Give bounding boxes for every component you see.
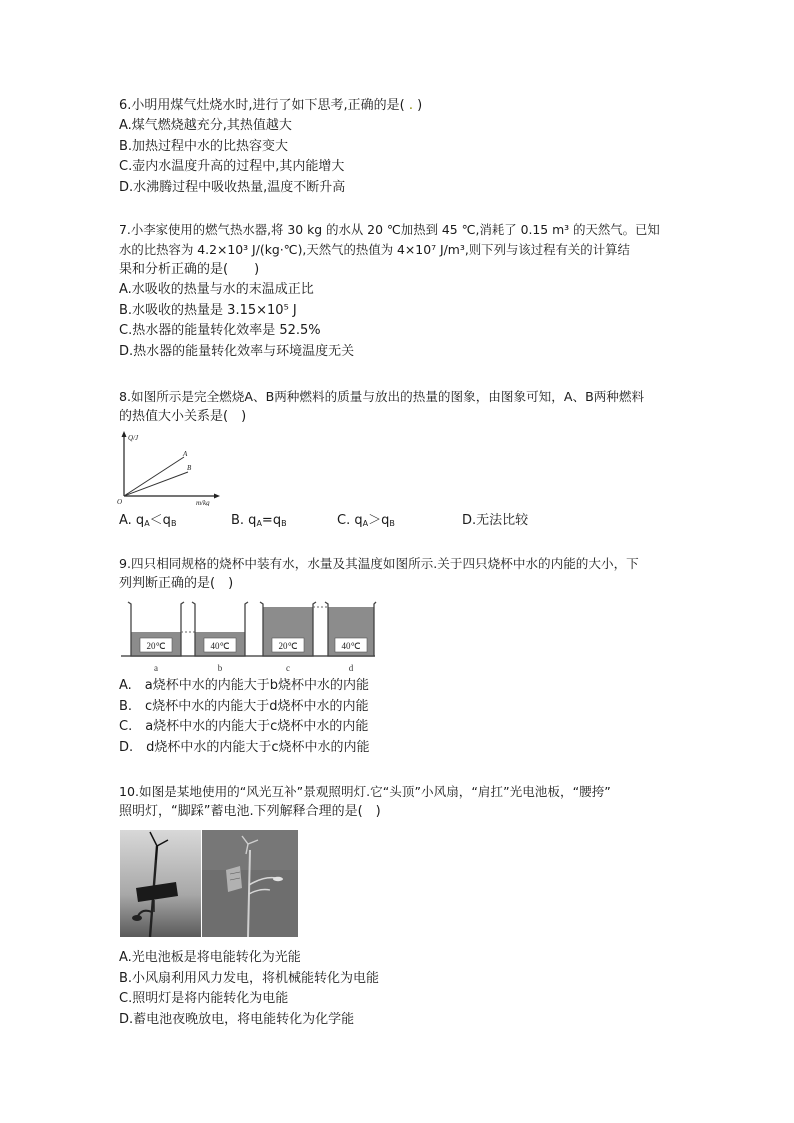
q10-option-a: A.光电池板是将电能转化为光能	[119, 950, 301, 965]
q10-photo-left	[120, 830, 201, 937]
q10-stem-line2: 照明灯，“脚踩”蓄电池.下列解释合理的是( )	[119, 804, 381, 819]
q6-option-b: B.加热过程中水的比热容变大	[119, 138, 289, 154]
q9-beakers-figure	[119, 598, 377, 678]
q8-option-d: D.无法比较	[462, 513, 529, 528]
q10-photo-right	[202, 830, 298, 937]
q9-stem-line1: 9.四只相同规格的烧杯中装有水，水量及其温度如图所示.关于四只烧杯中水的内能的大小，下	[119, 556, 639, 571]
beaker-d-temp: 40℃	[341, 641, 361, 651]
q9-option-a: A. a烧杯中水的内能大于b烧杯中水的内能	[119, 678, 370, 693]
q6-option-d: D.水沸腾过程中吸收热量,温度不断升高	[119, 179, 346, 195]
q6-option-a: A.煤气燃烧越充分,其热值越大	[119, 118, 292, 133]
beaker-d-label: d	[348, 663, 354, 673]
beaker-b-temp: 40℃	[210, 641, 230, 651]
beaker-c-temp: 20℃	[278, 641, 298, 651]
q8-options	[119, 511, 704, 531]
q10-option-c: C.照明灯是将内能转化为电能	[119, 991, 289, 1007]
q8-option-a: A. $q_A<q_B$	[119, 513, 177, 528]
beaker-a-temp: 20℃	[146, 641, 166, 651]
q7-option-b: B.水吸收的热量是 3.15×10⁵ J	[119, 302, 297, 318]
q8-x-axis-label: m/kg	[196, 499, 210, 506]
q8-stem-line2: 的热值大小关系是( )	[119, 409, 247, 424]
question-10	[119, 782, 704, 822]
beaker-c-label: c	[286, 663, 290, 673]
q6-stem: 6.小明用煤气灶烧水时,进行了如下思考,正确的是( . )	[119, 98, 423, 113]
beaker-b-label: b	[217, 663, 223, 673]
q8-line-a-label: A	[183, 450, 188, 458]
q7-stem-line3: 果和分析正确的是( )	[119, 262, 260, 277]
q9-option-c: C. a烧杯中水的内能大于c烧杯中水的内能	[119, 719, 369, 735]
q6-dot: .	[404, 98, 418, 113]
q10-options	[119, 948, 704, 1030]
q7-stem-line1: 7.小李家使用的燃气热水器,将 30 kg 的水从 20 ℃加热到 45 ℃,消耗了 0.15 m³ 的天然气。已知	[119, 222, 660, 237]
q9-option-d: D. d烧杯中水的内能大于c烧杯中水的内能	[119, 739, 370, 755]
q9-option-b: B. c烧杯中水的内能大于d烧杯中水的内能	[119, 698, 369, 714]
q10-option-d: D.蓄电池夜晚放电，将电能转化为化学能	[119, 1011, 355, 1027]
question-7	[119, 220, 704, 362]
q7-option-d: D.热水器的能量转化效率与环境温度无关	[119, 343, 355, 359]
beaker-a-label: a	[154, 663, 158, 673]
question-6	[119, 96, 704, 198]
q8-stem-line1: 8.如图所示是完全燃烧A、B两种燃料的质量与放出的热量的图象，由图象可知，A、B两种燃料	[119, 389, 645, 404]
q8-heat-mass-graph	[116, 430, 222, 506]
q8-y-axis-label: Q/J	[128, 434, 139, 442]
q10-stem-line1: 10.如图是某地使用的“风光互补”景观照明灯.它“头顶”小风扇，“肩扛”光电池板，“腰挎”	[119, 784, 611, 799]
q8-option-b: B. $q_A=q_B$	[231, 513, 287, 528]
q10-option-b: B.小风扇利用风力发电，将机械能转化为电能	[119, 970, 380, 986]
q7-option-c: C.热水器的能量转化效率是 52.5%	[119, 323, 321, 339]
q8-option-c: C. $q_A>q_B$	[337, 513, 395, 528]
q8-origin-label: O	[117, 498, 123, 506]
question-9	[119, 554, 704, 594]
q7-option-a: A.水吸收的热量与水的末温成正比	[119, 282, 314, 297]
q9-stem-line2: 列判断正确的是( )	[119, 576, 234, 591]
q6-option-c: C.壶内水温度升高的过程中,其内能增大	[119, 159, 345, 175]
q8-line-b-label: B	[187, 464, 192, 472]
q9-options	[119, 676, 704, 758]
q7-stem-line2: 水的比热容为 4.2×10³ J/(kg·℃),天然气的热值为 4×10⁷ J/m³,则下列与该过程有关的计算结	[119, 242, 630, 257]
question-8	[119, 387, 704, 427]
